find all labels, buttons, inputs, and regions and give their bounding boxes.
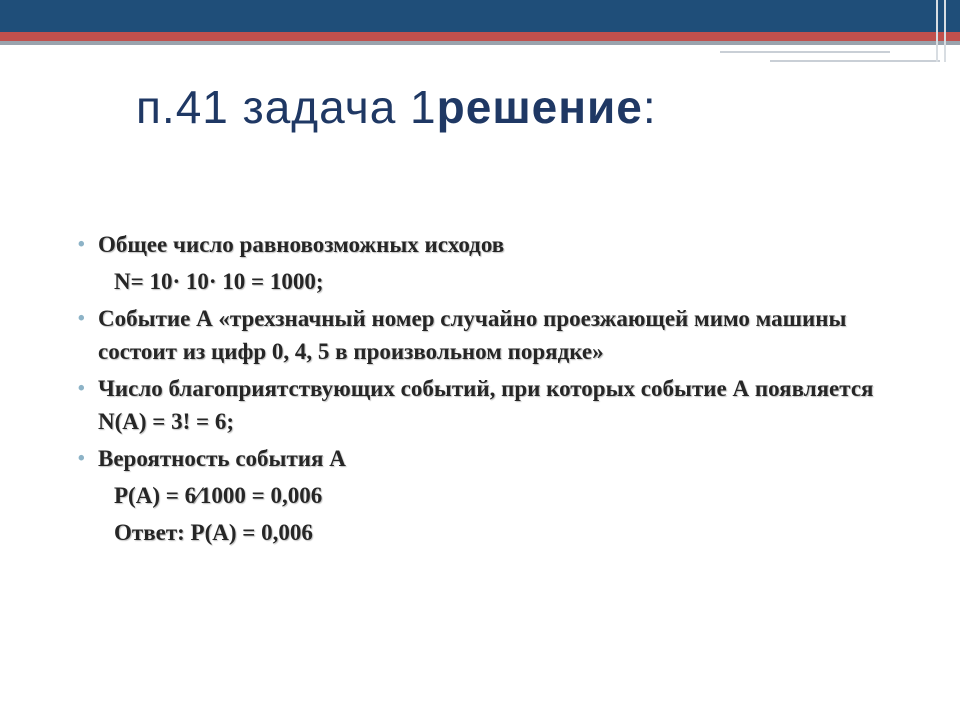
header-accent-line-2 xyxy=(770,60,940,62)
bullet-outcomes: • Общее число равновозможных исходов xyxy=(78,228,898,261)
bullet-probability: • Вероятность события А xyxy=(78,442,898,475)
formula-outcomes: N= 10· 10· 10 = 1000; xyxy=(114,269,324,294)
slide-title-number: п.41 задача 1 xyxy=(136,81,437,133)
header-band-navy xyxy=(0,0,960,32)
slide-title-word: решение xyxy=(436,81,643,133)
header-band-red xyxy=(0,32,960,41)
slide-title xyxy=(136,80,657,134)
header-accent-vline xyxy=(936,0,938,62)
bullet-favorable: • Число благоприятствующих событий, при которых событие А появляется N(A) = 3! = 6; xyxy=(78,372,898,438)
header-accent-line-1 xyxy=(720,51,890,53)
slide-content xyxy=(78,228,898,553)
formula-probability: P(A) = 6⁄1000 = 0,006 xyxy=(114,483,323,508)
answer: Ответ: P(A) = 0,006 xyxy=(114,520,313,545)
header-band-gray xyxy=(0,41,960,45)
slide-title-colon: : xyxy=(642,81,657,133)
header-accent-vline-2 xyxy=(944,0,946,62)
bullet-event-a: • Событие А «трехзначный номер случайно проезжающей мимо машины состоит из цифр 0, 4, 5 в произвольном порядке» xyxy=(78,302,898,368)
